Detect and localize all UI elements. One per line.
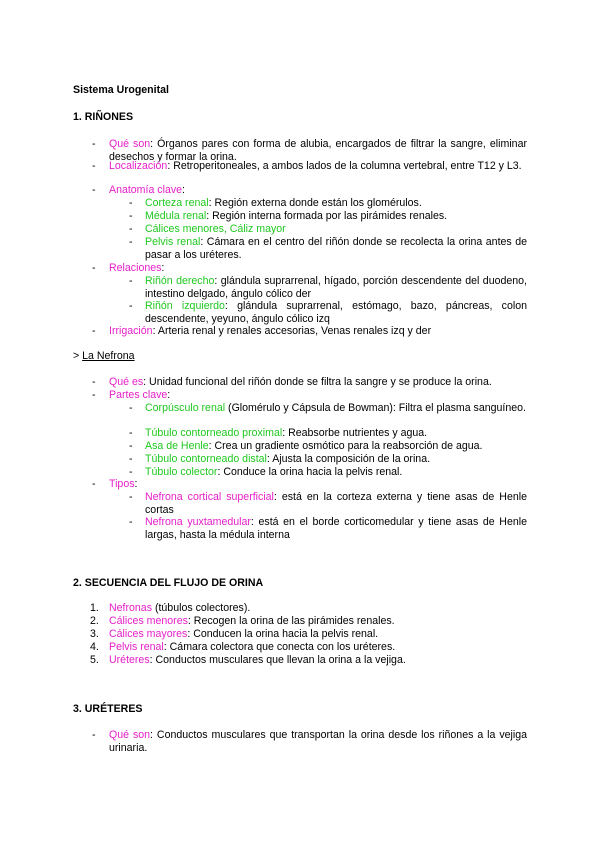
definition: : glándula suprarrenal, hígado, porción descendente del duodeno, intestino delgado, ángulo cólico der [145,275,527,300]
colon: : [161,262,165,274]
nefrona-title: La Nefrona [82,350,135,362]
list-item-tipos [109,478,137,491]
section-1-heading: 1. RIÑONES [73,111,134,123]
term: Nefrona yuxtamedular [145,516,251,528]
definition: : Crea un gradiente osmótico para la reabsorción de agua. [208,440,483,452]
list-item-nefrona-cortical [145,491,527,517]
definition: : Unidad funcional del riñón donde se filtra la sangre y se produce la orina. [143,376,492,388]
term: Túbulo contorneado distal [145,453,267,465]
definition: : Conductos musculares que transportan la orina desde los riñones a la vejiga urinaria. [109,729,527,754]
term: Cálices mayores [109,628,188,640]
bullet: - [92,376,96,388]
list-item-tcp [145,427,427,440]
bullet: - [129,491,133,503]
term: Pelvis renal [109,641,164,653]
term: Nefronas [109,602,152,614]
list-item-flow-2 [109,615,395,628]
term: Túbulo contorneado proximal [145,427,283,439]
definition: (túbulos colectores). [152,602,251,614]
term: Riñón izquierdo [145,300,225,312]
bullet: - [92,729,96,741]
list-item-que-es [109,376,492,389]
bullet: - [92,478,96,490]
bullet: - [129,516,133,528]
list-number: 5. [90,654,99,666]
term: Corteza renal [145,197,209,209]
bullet: - [129,427,133,439]
term: Médula renal [145,210,207,222]
section-3-heading: 3. URÉTERES [73,703,143,715]
term: Qué son [109,138,151,150]
term: Cálices menores, Cáliz mayor [145,223,286,235]
list-item-pelvis [145,236,527,262]
bullet: - [129,453,133,465]
list-item-irrigacion [109,325,431,338]
section-2-heading: 2. SECUENCIA DEL FLUJO DE ORINA [73,577,264,589]
term: Riñón derecho [145,275,215,287]
list-item-calices [145,223,286,236]
definition: : está en la corteza externa y tiene asas de Henle cortas [145,491,527,516]
list-number: 3. [90,628,99,640]
list-item-flow-4 [109,641,395,654]
definition: : Recogen la orina de las pirámides renales. [187,615,395,627]
list-item-rinon-derecho [145,275,527,301]
term: Qué son [109,729,151,741]
list-item-asa-henle [145,440,482,453]
list-item-corteza [145,197,422,210]
bullet: - [92,262,96,274]
definition: : está en el borde corticomedular y tiene asas de Henle largas, hasta la médula interna [145,516,527,541]
bullet: - [92,160,96,172]
bullet: - [129,300,133,312]
bullet: - [129,440,133,452]
definition: : Región interna formada por las pirámides renales. [206,210,448,222]
definition: : Conducen la orina hacia la pelvis renal. [187,628,379,640]
list-number: 1. [90,602,99,614]
term: Relaciones [109,262,162,274]
definition: : Cámara en el centro del riñón donde se recolecta la orina antes de pasar a los uréteres. [145,236,527,261]
list-item-corpusculo [145,402,527,415]
bullet: - [92,184,96,196]
list-item-anatomia [109,184,185,197]
bullet: - [129,223,133,235]
term: Túbulo colector [145,466,218,478]
definition: : Arteria renal y renales accesorias, Venas renales izq y der [152,325,432,337]
definition: : Cámara colectora que conecta con los uréteres. [163,641,396,653]
definition: (Glomérulo y Cápsula de Bowman): Filtra el plasma sanguíneo. [225,402,526,414]
term: Asa de Henle [145,440,209,452]
bullet: - [129,210,133,222]
term: Uréteres [109,654,150,666]
term: Partes clave [109,389,168,401]
term: Cálices menores [109,615,188,627]
list-item-nefrona-yuxtamedular [145,516,527,542]
list-number: 4. [90,641,99,653]
colon: : [182,184,185,196]
bullet: - [129,197,133,209]
colon: : [167,389,171,401]
list-item-localizacion [109,160,527,173]
term: Pelvis renal [145,236,201,248]
bullet: - [92,389,96,401]
definition: : glándula suprarrenal, estómago, bazo, páncreas, colon descendente, yeyuno, ángulo cólico izq [145,300,527,325]
colon: : [134,478,138,490]
list-item-relaciones [109,262,164,275]
bullet: - [129,275,133,287]
list-number: 2. [90,615,99,627]
term: Qué es [109,376,144,388]
term: Anatomía clave [109,184,183,196]
list-item-rinon-izquierdo [145,300,527,326]
list-item-partes [109,389,170,402]
definition: : Región externa donde están los glomérulos. [208,197,422,209]
document-title: Sistema Urogenital [73,84,169,96]
definition: : Conduce la orina hacia la pelvis renal. [217,466,403,478]
bullet: - [129,466,133,478]
prefix: > [73,350,83,362]
bullet: - [129,236,133,248]
term: Nefrona cortical superficial [145,491,274,503]
bullet: - [92,138,96,150]
definition: : Órganos pares con forma de alubia, encargados de filtrar la sangre, eliminar desechos y formar la orina. [109,138,527,163]
definition: : Reabsorbe nutrientes y agua. [282,427,428,439]
list-item-ureteres-que-son [109,729,527,755]
list-item-colector [145,466,402,479]
bullet: - [129,402,133,414]
definition: : Conductos musculares que llevan la orina a la vejiga. [149,654,406,666]
definition: : Ajusta la composición de la orina. [266,453,431,465]
definition: : Retroperitoneales, a ambos lados de la columna vertebral, entre T12 y L3. [167,160,522,172]
bullet: - [92,325,96,337]
term: Corpúsculo renal [145,402,226,414]
term: Tipos [109,478,135,490]
list-item-medula [145,210,447,223]
list-item-flow-3 [109,628,378,641]
term: Irrigación [109,325,153,337]
term: Localización [109,160,168,172]
list-item-tcd [145,453,430,466]
list-item-flow-5 [109,654,406,667]
list-item-flow-1 [109,602,250,615]
nefrona-heading [73,350,135,363]
